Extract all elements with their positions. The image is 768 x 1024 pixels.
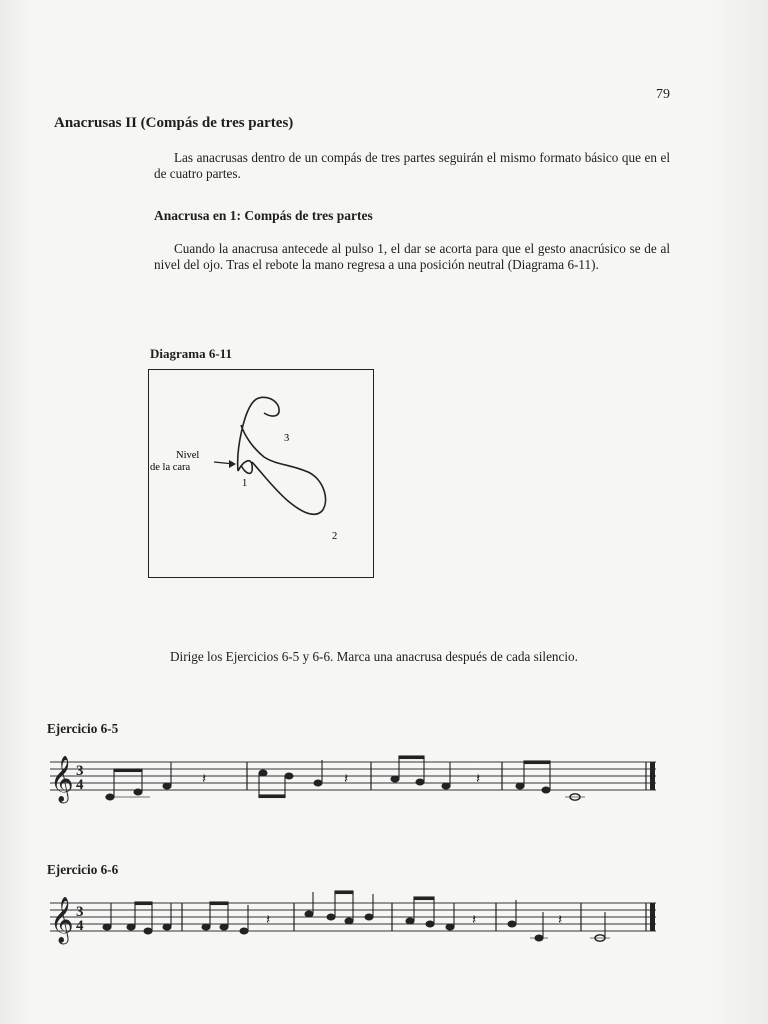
svg-text:𝄽: 𝄽 — [202, 771, 207, 787]
beat-3-label: 3 — [284, 433, 290, 444]
section-title: Anacrusas II (Compás de tres partes) — [54, 115, 294, 131]
level-arrowhead — [229, 460, 236, 468]
diagram-caption: Diagrama 6-11 — [150, 346, 232, 361]
svg-text:𝄽: 𝄽 — [476, 771, 481, 787]
time-signature — [76, 904, 84, 934]
beat-1-label: 1 — [242, 478, 248, 489]
intro-paragraph: Las anacrusas dentro de un compás de tres partes seguirán el mismo formato básico que en el de cuatro partes. — [154, 150, 670, 181]
svg-text:3: 3 — [76, 763, 84, 779]
conducting-path — [238, 397, 326, 514]
exercise-6-5-staff — [0, 750, 768, 810]
svg-text:𝄽: 𝄽 — [266, 912, 271, 928]
svg-text:4: 4 — [76, 918, 84, 934]
svg-text:𝄽: 𝄽 — [558, 912, 563, 928]
staff-lines — [50, 762, 656, 790]
final-barline — [650, 903, 655, 931]
exercise-6-6-staff — [0, 890, 768, 950]
beat-2-label: 2 — [332, 531, 338, 542]
treble-clef-icon: 𝄞 — [50, 756, 74, 802]
level-label-line1: Nivel — [176, 450, 200, 461]
page-number: 79 — [656, 87, 670, 102]
exercise-6-6-title: Ejercicio 6-6 — [47, 862, 119, 877]
subsection-paragraph: Cuando la anacrusa antecede al pulso 1, el dar se acorta para que el gesto anacrúsico se de al nivel del ojo. Tras el rebote la mano regresa a una posición neutral (Diagrama 6-11). — [154, 241, 670, 272]
final-barline — [650, 762, 655, 790]
notes — [103, 891, 610, 941]
notes — [105, 756, 585, 800]
svg-text:4: 4 — [76, 777, 84, 793]
instruction-text: Dirige los Ejercicios 6-5 y 6-6. Marca una anacrusa después de cada silencio. — [170, 649, 578, 664]
time-signature — [76, 763, 84, 793]
svg-text:3: 3 — [76, 904, 84, 920]
treble-clef-icon: 𝄞 — [50, 897, 74, 943]
exercise-6-5-title: Ejercicio 6-5 — [47, 721, 119, 736]
level-label-line2: de la cara — [150, 462, 191, 473]
svg-text:𝄽: 𝄽 — [472, 912, 477, 928]
svg-text:𝄽: 𝄽 — [344, 771, 349, 787]
conducting-pattern-diagram — [148, 369, 374, 578]
subsection-title: Anacrusa en 1: Compás de tres partes — [154, 208, 373, 223]
